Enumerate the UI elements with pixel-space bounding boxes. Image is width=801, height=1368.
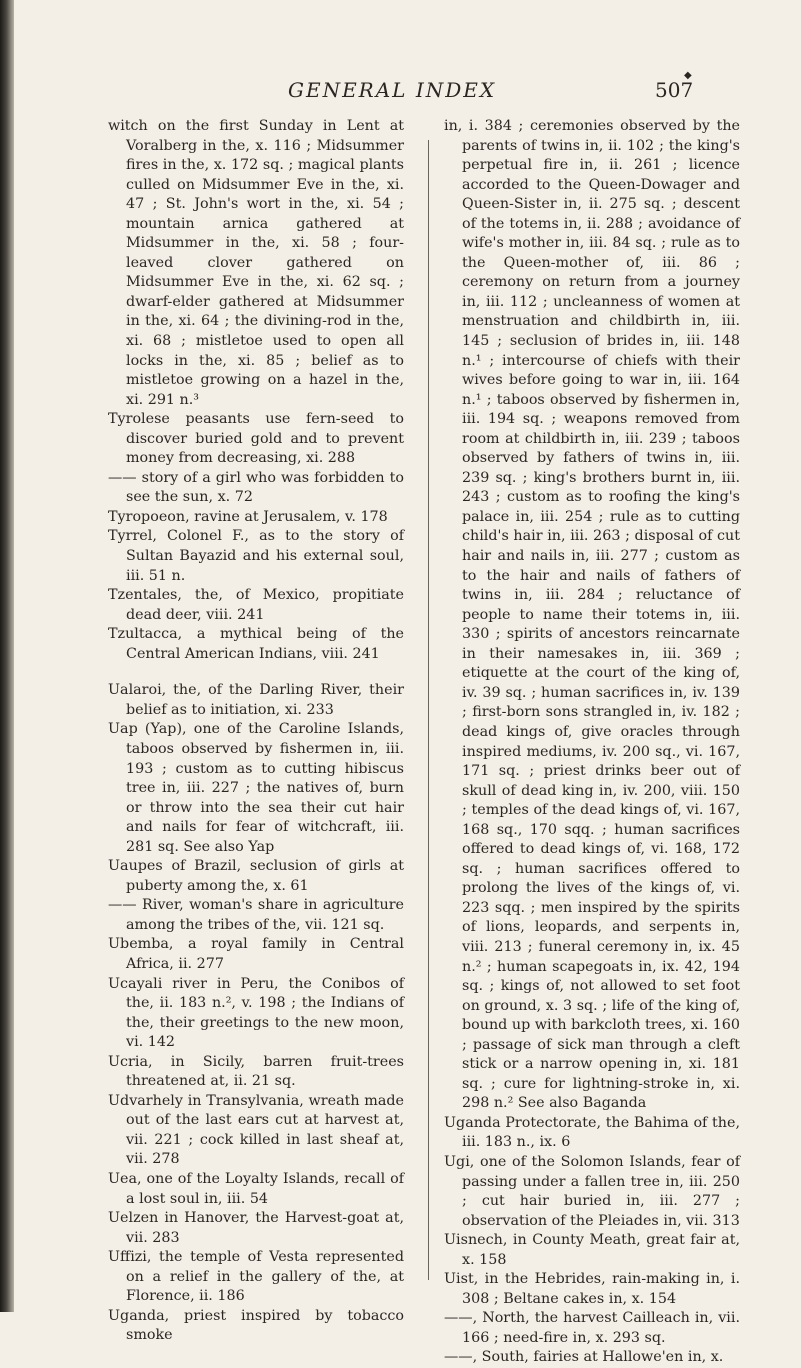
index-entry: Tzultacca, a mythical being of the Central American Indians, viii. 241 (108, 626, 404, 662)
index-entry: Ucayali river in Peru, the Conibos of the, ii. 183 n.², v. 198 ; the Indians of the, their greetings to the new moon, vi. 142 (108, 975, 404, 1051)
index-entry: in, i. 384 ; ceremonies observed by the parents of twins in, ii. 102 ; the king's perpetual fire in, ii. 261 ; licence accorded to the Queen-Dowager and Queen-Sister in, ii. 275 sq. ; descent of the totems in, ii. 288 ; avoidance of wife's mother in, iii. 84 sq. ; rule as to the Queen-mother of, iii. 86 ; ceremony on return from a journey in, iii. 112 ; uncleanness of women at menstruation and childbirth in, iii. 145 ; seclusion of brides in, iii. 148 n.¹ ; intercourse of chiefs with their wives before going to war in, iii. 164 n.¹ ; taboos observed by fishermen in, iii. 194 sq. ; weapons removed from room at childbirth in, iii. 239 ; taboos observed by fathers of twins in, iii. 239 sq. ; king's brothers burnt in, iii. 243 ; custom as to roofing the king's palace in, iii. 254 ; rule as to cutting child's hair in, iii. 263 ; disposal of cut hair and nails in, iii. 277 ; custom as to the hair and nails of fathers of twins in, iii. 284 ; reluctance of people to name their totems in, iii. 330 ; spirits of ancestors reincarnate in their namesakes in, iii. 369 ; etiquette at the court of the king of, iv. 39 sq. ; human sacrifices in, iv. 139 ; first-born sons strangled in, iv. 182 ; dead kings of, give oracles through inspired mediums, iv. 200 sq., vi. 167, 171 sq. ; priest drinks beer out of skull of dead king in, iv. 200, viii. 150 ; temples of the dead kings of, vi. 167, 168 sq., 170 sqq. ; human sacrifices offered to dead kings of, vi. 168, 172 sq. ; human sacrifices offered to prolong the lives of the kings of, vi. 223 sqq. ; men inspired by the spirits of lions, leopards, and serpents in, viii. 213 ; funeral ceremony in, ix. 45 n.² ; human scapegoats in, ix. 42, 194 sq. ; kings of, not allowed to set foot on ground, x. 3 sq. ; life of the king of, bound up with barkcloth trees, xi. 160 ; passage of sick man through a cleft stick or a narrow opening in, xi. 181 sq. ; cure for lightning-stroke in, xi. 298 n.² See also Baganda (444, 118, 740, 1112)
page-edge-shadow (0, 0, 14, 1312)
index-entry: Ualaroi, the, of the Darling River, their belief as to initiation, xi. 233 (108, 682, 404, 718)
index-column-left (108, 117, 404, 1346)
index-entry: Uap (Yap), one of the Caroline Islands, taboos observed by fishermen in, iii. 193 ; custom as to cutting hibiscus tree in, iii. 227 ; the natives of, burn or throw into the sea their cut hair and nails for fear of witchcraft, iii. 281 sq. See also Yap (108, 721, 404, 855)
index-entry: Uea, one of the Loyalty Islands, recall of a lost soul in, iii. 54 (108, 1170, 404, 1207)
running-title: GENERAL INDEX (288, 78, 497, 102)
page-number: 507 (655, 78, 694, 102)
index-entry: ——, North, the harvest Cailleach in, vii. 166 ; need-fire in, x. 293 sq. (444, 1310, 740, 1346)
index-entry: —— River, woman's share in agriculture among the tribes of the, vii. 121 sq. (108, 897, 404, 933)
index-entry: Ugi, one of the Solomon Islands, fear of passing under a fallen tree in, iii. 250 ; cut hair buried in, iii. 277 ; observation of the Pleiades in, vii. 313 (444, 1153, 740, 1229)
index-entry: Ucria, in Sicily, barren fruit-trees threatened at, ii. 21 sq. (108, 1053, 404, 1090)
index-entry: Tyrolese peasants use fern-seed to discover buried gold and to prevent money from decreasing, xi. 288 (108, 411, 404, 467)
index-entry: Tyrrel, Colonel F., as to the story of Sultan Bayazid and his external soul, iii. 51 n. (108, 528, 404, 584)
index-entry: Uffizi, the temple of Vesta represented on a relief in the gallery of the, at Florence, ii. 186 (108, 1249, 404, 1305)
column-divider (428, 140, 429, 1280)
index-entry: Tzentales, the, of Mexico, propitiate dead deer, viii. 241 (108, 587, 404, 623)
index-entry: Uaupes of Brazil, seclusion of girls at puberty among the, x. 61 (108, 858, 404, 894)
page-header (0, 70, 801, 110)
index-entry: Uist, in the Hebrides, rain-making in, i. 308 ; Beltane cakes in, x. 154 (444, 1271, 740, 1307)
index-entry: Uganda Protectorate, the Bahima of the, iii. 183 n., ix. 6 (444, 1114, 740, 1151)
index-entry: Uisnech, in County Meath, great fair at, x. 158 (444, 1232, 740, 1268)
index-entry: Uganda, priest inspired by tobacco smoke (108, 1307, 404, 1344)
index-entry: Uelzen in Hanover, the Harvest-goat at, vii. 283 (108, 1210, 404, 1246)
index-entry: Tyropoeon, ravine at Jerusalem, v. 178 (108, 508, 388, 525)
index-column-right (444, 117, 740, 1368)
ornament-mark: ◆ (684, 70, 692, 81)
index-entry: Ubemba, a royal family in Central Africa, ii. 277 (108, 936, 404, 972)
index-entry: Udvarhely in Transylvania, wreath made out of the last ears cut at harvest at, vii. 221 ; cock killed in last sheaf at, vii. 278 (108, 1092, 404, 1168)
index-entry: ——, South, fairies at Hallowe'en in, x. (444, 1349, 724, 1366)
index-entry: witch on the first Sunday in Lent at Voralberg in the, x. 116 ; Midsummer fires in the, x. 172 sq. ; magical plants culled on Midsummer Eve in the, xi. 47 ; St. John's wort in the, xi. 54 ; mountain arnica gathered at Midsummer in the, xi. 58 ; four-leaved clover gathered on Midsummer Eve in the, xi. 62 sq. ; dwarf-elder gathered at Midsummer in the, xi. 64 ; the divining-rod in the, xi. 68 ; mistletoe used to open all locks in the, xi. 85 ; belief as to mistletoe growing on a hazel in the, xi. 291 n.³ (108, 118, 404, 408)
index-entry: —— story of a girl who was forbidden to see the sun, x. 72 (108, 469, 404, 506)
